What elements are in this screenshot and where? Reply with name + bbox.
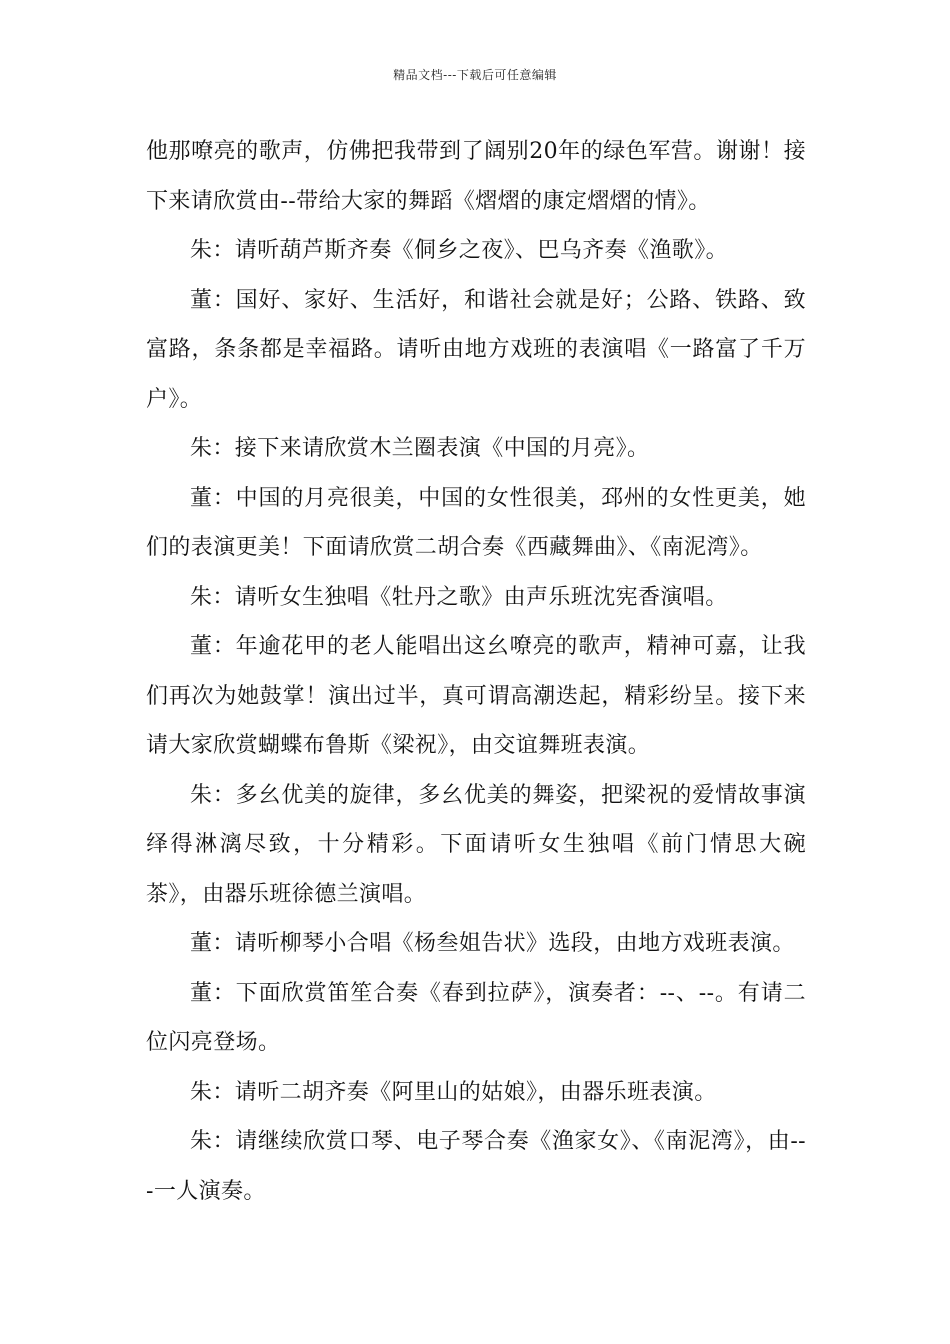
paragraph: 董：请听柳琴小合唱《杨叁姐告状》选段，由地方戏班表演。 — [190, 931, 795, 956]
paragraph: 朱：请继续欣赏口琴、电子琴合奏《渔家女》、《南泥湾》，由---一人演奏。 — [146, 1129, 806, 1204]
paragraph: 董：年逾花甲的老人能唱出这幺嘹亮的歌声，精神可嘉，让我们再次为她鼓掌！演出过半，真可谓高潮迭起，精彩纷呈。接下来请大家欣赏蝴蝶布鲁斯《梁祝》，由交谊舞班表演。 — [146, 634, 806, 758]
page-header: 精品文档---下载后可任意编辑 — [393, 68, 557, 82]
paragraph: 董：下面欣赏笛笙合奏《春到拉萨》，演奏者：--、--。有请二位闪亮登场。 — [146, 980, 806, 1055]
paragraph: 朱：请听女生独唱《牡丹之歌》由声乐班沈宪香演唱。 — [190, 584, 728, 610]
paragraph: 董：国好、家好、生活好，和谐社会就是好；公路、铁路、致富路，条条都是幸福路。请听由地方戏班的表演唱《一路富了千万户》。 — [146, 287, 806, 412]
paragraph: 朱：请听葫芦斯齐奏《侗乡之夜》、巴乌齐奏《渔歌》。 — [190, 238, 729, 263]
paragraph: 朱：接下来请欣赏木兰圈表演《中国的月亮》。 — [190, 436, 650, 461]
document-body — [146, 127, 806, 1216]
paragraph: 他那嘹亮的歌声，仿佛把我带到了阔别20年的绿色军营。谢谢！接下来请欣赏由--带给大家的舞蹈《熠熠的康定熠熠的情》。 — [146, 139, 806, 214]
paragraph: 朱：多幺优美的旋律，多幺优美的舞姿，把梁祝的爱情故事演绎得淋漓尽致，十分精彩。下面请听女生独唱《前门情思大碗茶》，由器乐班徐德兰演唱。 — [146, 782, 806, 907]
paragraph: 董：中国的月亮很美，中国的女性很美，邳州的女性更美，她们的表演更美！下面请欣赏二胡合奏《西藏舞曲》、《南泥湾》。 — [146, 485, 806, 560]
paragraph: 朱：请听二胡齐奏《阿里山的姑娘》，由器乐班表演。 — [190, 1079, 717, 1105]
